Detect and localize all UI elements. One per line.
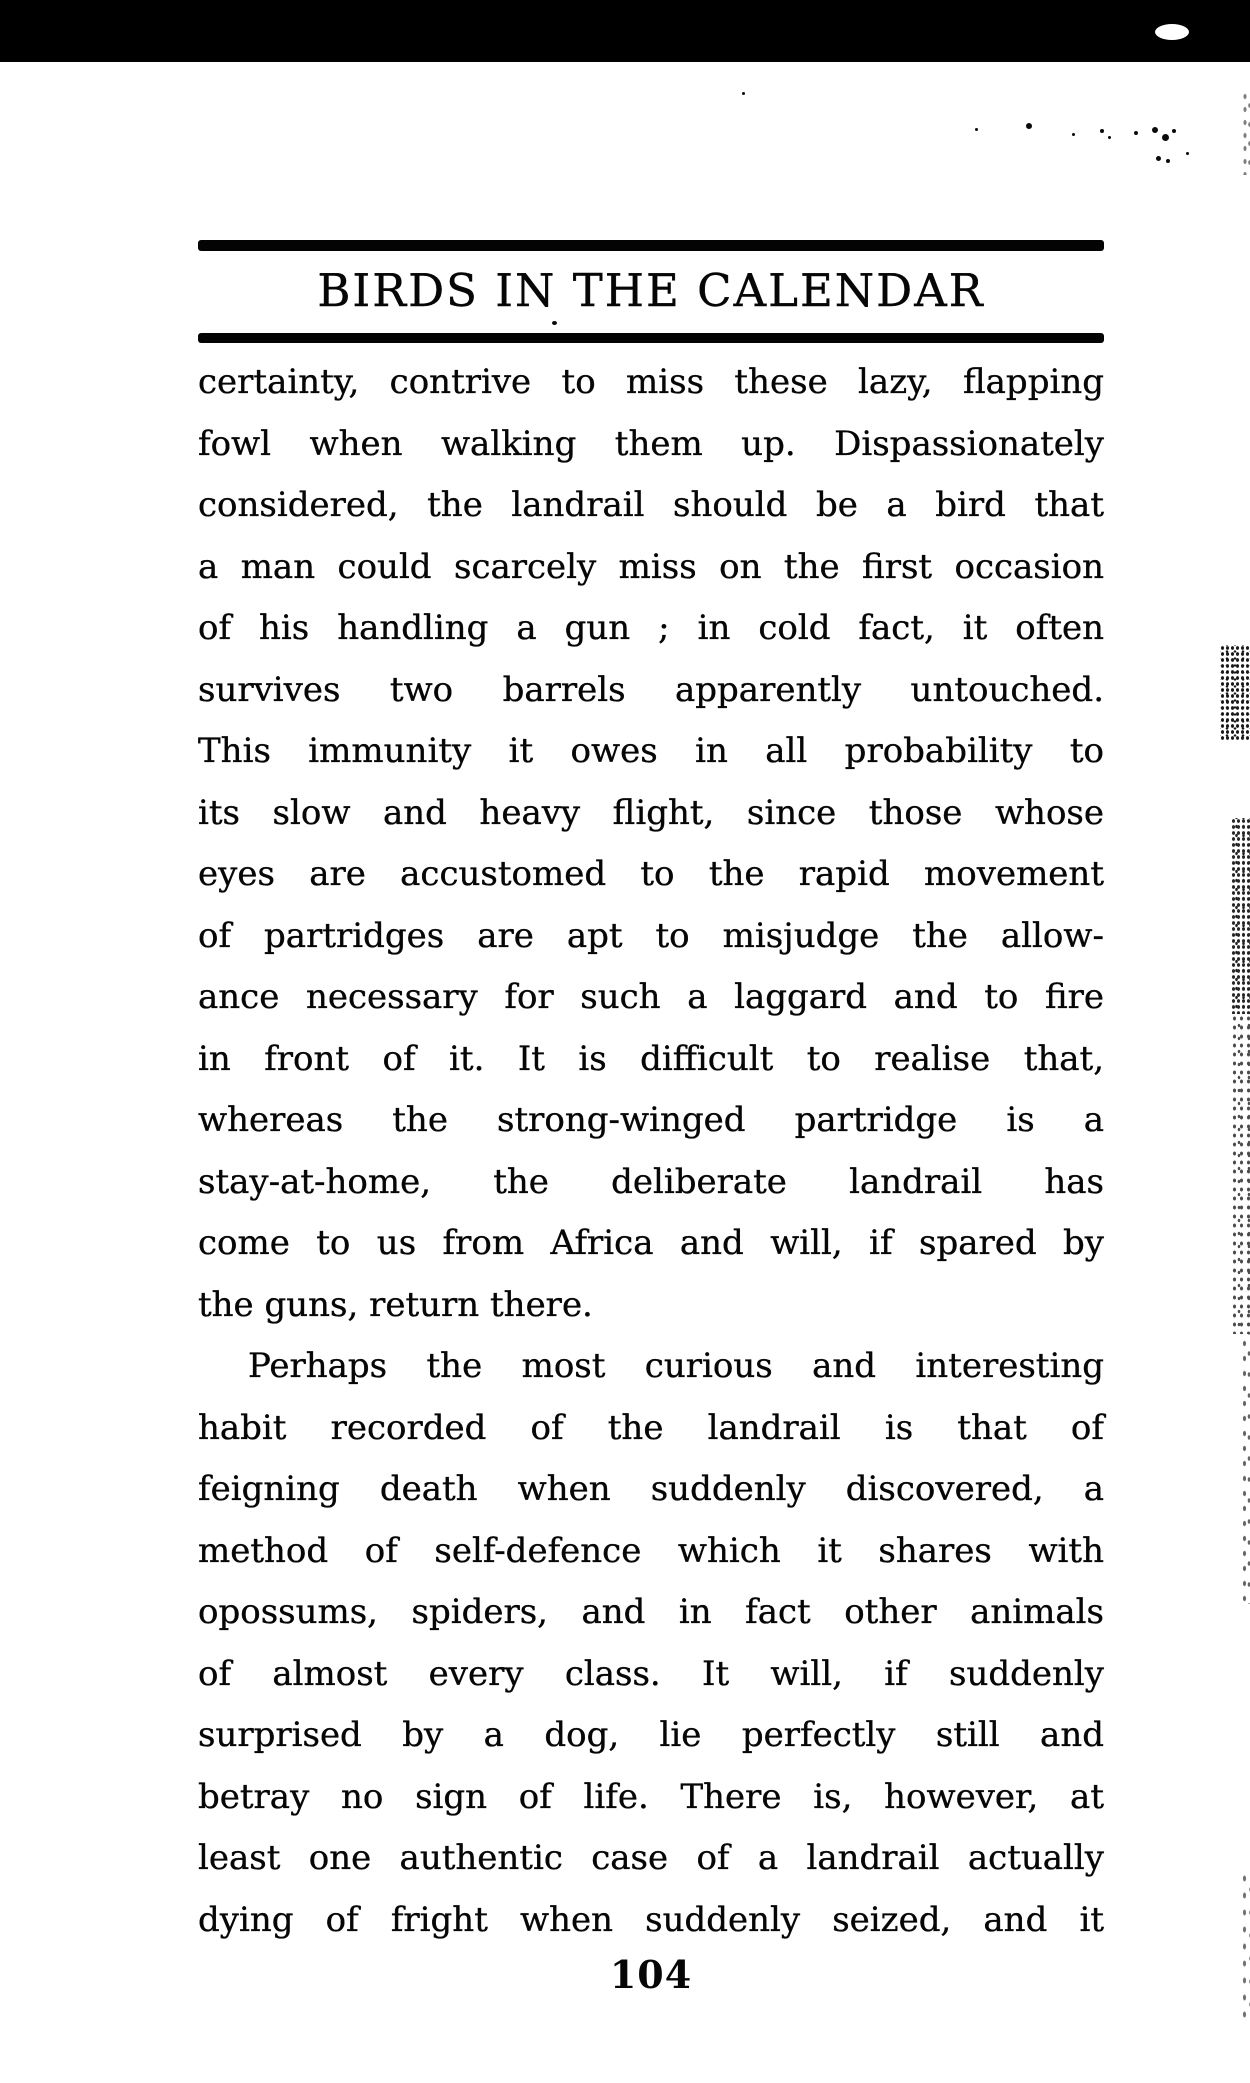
scan-noise-right-edge (1239, 1334, 1250, 1604)
ink-speck (1166, 159, 1170, 163)
scan-noise-right-edge (1231, 1014, 1250, 1334)
text-line: betray no sign of life. There is, however, at (198, 1776, 1104, 1817)
text-line: a man could scarcely miss on the first occasion (198, 546, 1104, 587)
text-line: survives two barrels apparently untouched. (198, 669, 1104, 710)
text-line: dying of fright when suddenly seized, and it (198, 1899, 1104, 1940)
ink-speck (1134, 131, 1138, 135)
text-line: in front of it. It is difficult to realise that, (198, 1038, 1104, 1079)
text-line: method of self-defence which it shares with (198, 1530, 1104, 1571)
text-line: fowl when walking them up. Dispassionately (198, 423, 1104, 464)
text-line: come to us from Africa and will, if spared by (198, 1223, 1104, 1263)
text-line: certainty, contrive to miss these lazy, flapping (198, 362, 1104, 402)
scan-artifact-notch (1155, 24, 1189, 40)
text-line: of his handling a gun ; in cold fact, it often (198, 608, 1104, 648)
text-line: of partridges are apt to misjudge the allow- (198, 915, 1104, 956)
page-number: 104 (609, 1952, 693, 1997)
text-line: Perhaps the most curious and interesting (248, 1346, 1104, 1386)
ink-speck (1108, 136, 1111, 139)
text-line: least one authentic case of a landrail actually (198, 1838, 1104, 1878)
header-rule-top (198, 240, 1104, 251)
scan-artifact-ragged-edge (0, 34, 1250, 64)
scan-noise-right-edge (1220, 645, 1250, 740)
ink-speck (1186, 152, 1189, 155)
ink-speck (742, 92, 745, 95)
running-head-title: BIRDS IN THE CALENDAR (317, 264, 985, 317)
text-line: its slow and heavy flight, since those whose (198, 792, 1104, 833)
scan-noise-right-edge (1241, 90, 1250, 175)
text-line: surprised by a dog, lie perfectly still and (198, 1715, 1104, 1755)
text-line: whereas the strong-winged partridge is a (198, 1100, 1104, 1140)
ink-speck (1156, 156, 1161, 161)
ink-speck (552, 321, 557, 325)
text-line: feigning death when suddenly discovered, a (198, 1469, 1104, 1509)
text-line: the guns, return there. (198, 1284, 593, 1325)
ink-speck (1152, 127, 1158, 133)
scan-noise-right-edge (1240, 1870, 1250, 2020)
header-rule-bottom (198, 333, 1104, 343)
text-line: of almost every class. It will, if suddenly (198, 1653, 1104, 1694)
text-line: opossums, spiders, and in fact other animals (198, 1592, 1104, 1632)
text-line: This immunity it owes in all probability to (198, 731, 1104, 771)
body-text (198, 352, 1104, 1951)
text-line: ance necessary for such a laggard and to fire (198, 977, 1104, 1017)
ink-speck (1072, 133, 1075, 136)
text-line: considered, the landrail should be a bird that (198, 485, 1104, 525)
ink-speck (1162, 134, 1169, 141)
ink-speck (975, 128, 978, 131)
ink-speck (1100, 129, 1104, 133)
text-line: stay-at-home, the deliberate landrail has (198, 1161, 1104, 1202)
ink-speck (1172, 129, 1176, 133)
scan-noise-right-edge (1231, 818, 1250, 1014)
text-line: habit recorded of the landrail is that of (198, 1407, 1104, 1448)
text-line: eyes are accustomed to the rapid movement (198, 854, 1104, 894)
ink-speck (1026, 123, 1032, 129)
